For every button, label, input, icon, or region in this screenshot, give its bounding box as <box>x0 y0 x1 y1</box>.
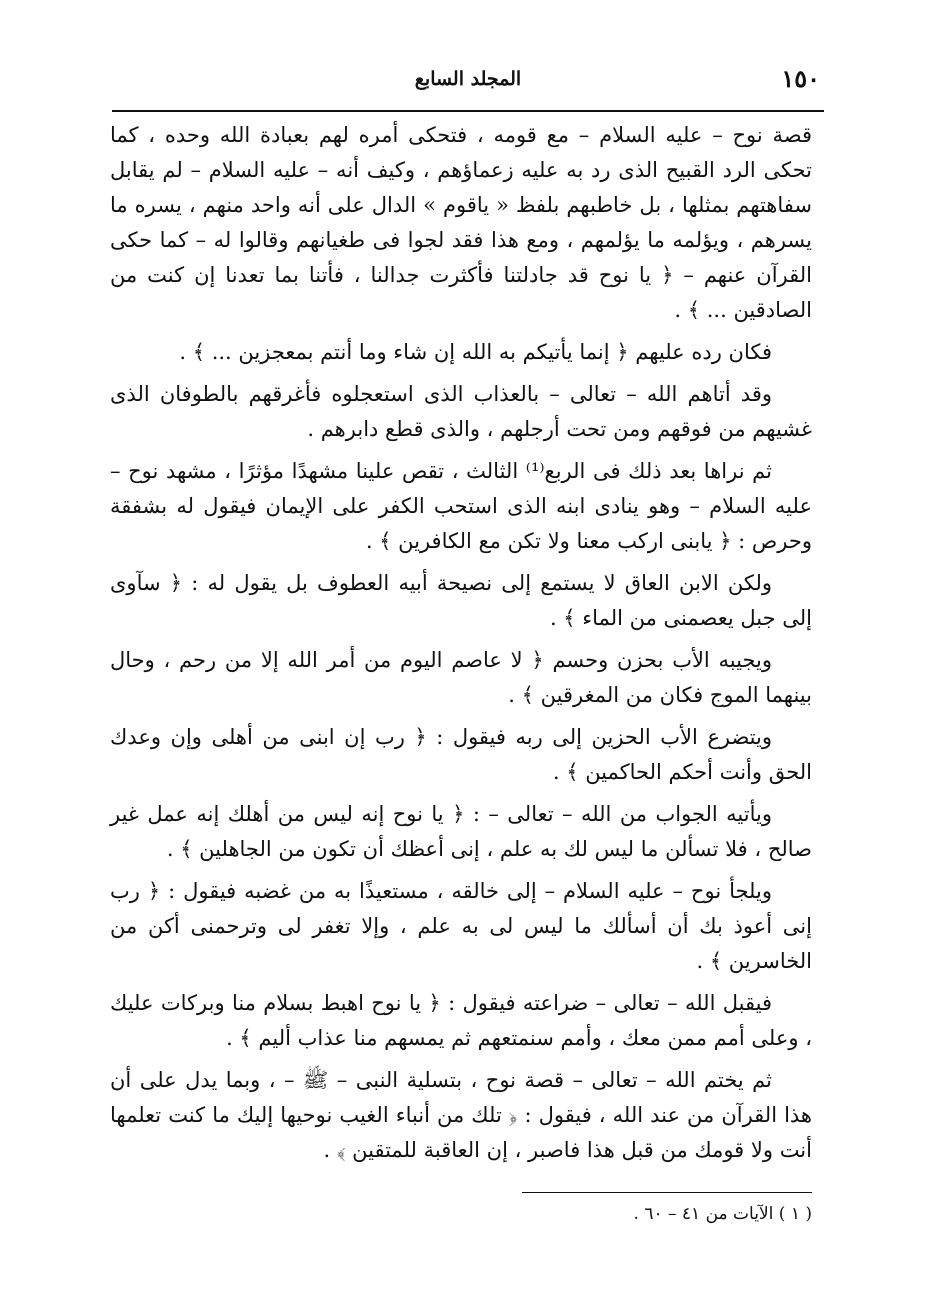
paragraph: ويجيبه الأب بحزن وحسم ﴿ لا عاصم اليوم من أمر الله إلا من رحم ، وحال بينهما الموج فكان من المغرقين ﴾ . <box>110 648 812 707</box>
paragraph: فيقبل الله – تعالى – ضراعته فيقول : ﴿ يا نوح اهبط بسلام منا وبركات عليك ، وعلى أمم ممن معك ، وأمم سنمتعهم ثم يمسهم منا عذاب أليم ﴾ . <box>110 991 812 1050</box>
paragraph: ويلجأ نوح – عليه السلام – إلى خالقه ، مستعيذًا به من غضبه فيقول : ﴿ رب إنى أعوذ بك أن أسألك ما ليس لى به علم ، وإلا تغفر لى وترحمنى أكن من الخاسرين ﴾ . <box>110 879 812 973</box>
footnote-rule <box>522 1192 812 1193</box>
paragraph: ويتضرع الأب الحزين إلى ربه فيقول : ﴿ رب إن ابنى من أهلى وإن وعدك الحق وأنت أحكم الحاكمين ﴾ . <box>110 725 812 784</box>
page-number: ١٥٠ <box>781 64 820 93</box>
header-rule <box>112 110 824 112</box>
page-header <box>112 62 824 102</box>
paragraph: ولكن الابن العاق لا يستمع إلى نصيحة أبيه العطوف بل يقول له : ﴿ سآوى إلى جبل يعصمنى من الماء ﴾ . <box>110 571 812 630</box>
paragraph: قصة نوح – عليه السلام – مع قومه ، فتحكى أمره لهم بعبادة الله وحده ، كما تحكى الرد القبيح الذى رد به عليه زعماؤهم ، وكيف أنه – عليه السلام – لم يقابل سفاهتهم بمثلها ، بل خاطبهم بلفظ « ياقوم » الدال على أنه واحد منهم ، يسره ما يسرهم ، ويؤلمه ما يؤلمهم ، ومع هذا فقد لجوا فى طغيانهم وقالوا له – كما حكى القرآن عنهم – ﴿ يا نوح قد جادلتنا فأكثرت جدالنا ، فأتنا بما تعدنا إن كنت من الصادقين ... ﴾ . <box>110 123 812 322</box>
paragraph: ويأتيه الجواب من الله – تعالى – : ﴿ يا نوح إنه ليس من أهلك إنه عمل غير صالح ، فلا تسألن ما ليس لك به علم ، إنى أعظك أن تكون من الجاهلين ﴾ . <box>110 802 812 861</box>
footnote: ( ١ ) الآيات من ٤١ – ٦٠ . <box>633 1204 812 1224</box>
paragraph: فكان رده عليهم ﴿ إنما يأتيكم به الله إن شاء وما أنتم بمعجزين ... ﴾ . <box>179 340 772 364</box>
paragraph: وقد أتاهم الله – تعالى – بالعذاب الذى استعجلوه فأغرقهم بالطوفان الذى غشيهم من فوقهم ومن تحت أرجلهم ، والذى قطع دابرهم . <box>110 382 812 441</box>
running-title: المجلد السابع <box>414 68 522 90</box>
paragraph: ثم نراها بعد ذلك فى الربع⁽¹⁾ الثالث ، تقص علينا مشهدًا مؤثرًا ، مشهد نوح – عليه السلام – وهو ينادى ابنه الذى استحب الكفر على الإيمان فيقول له بشفقة وحرص : ﴿ يابنى اركب معنا ولا تكن مع الكافرين ﴾ . <box>110 459 812 553</box>
body-text <box>110 118 812 1175</box>
paragraph: ثم يختم الله – تعالى – قصة نوح ، بتسلية النبى – ﷺ – ، وبما يدل على أن هذا القرآن من عند الله ، فيقول : ﴿ تلك من أنباء الغيب نوحيها إليك ما كنت تعلمها أنت ولا قومك من قبل هذا فاصبر ، إن العاقبة للمتقين ﴾ . <box>110 1068 812 1162</box>
